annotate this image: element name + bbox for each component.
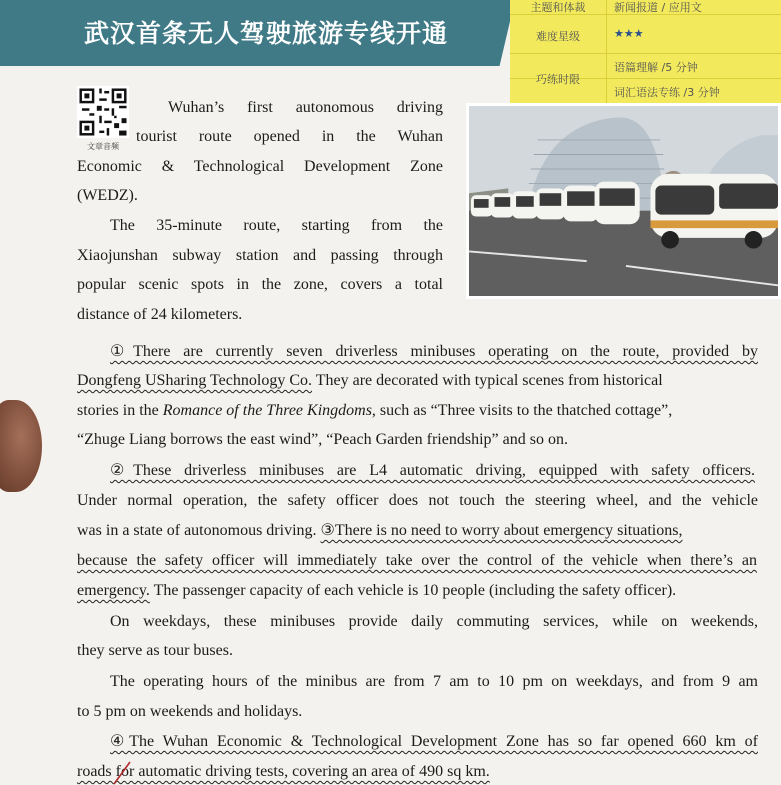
info-box (510, 0, 781, 104)
minibus-photo (466, 103, 781, 299)
article-line (77, 521, 682, 541)
article-line (77, 581, 676, 601)
article-line: tourist route opened in the Wuhan (136, 128, 443, 145)
article-line: The operating hours of the minibus are from 7 am to 10 pm on weekdays, and from 9 am (110, 673, 758, 690)
article-text: They are decorated with typical scenes from historical (312, 372, 663, 389)
info-row-topic (510, 0, 781, 15)
sentence-1-underlined: Dongfeng USharing Technology Co. (77, 372, 312, 389)
pen-mark (108, 760, 138, 785)
article-line: to 5 pm on weekends and holidays. (77, 703, 303, 720)
info-value: 语篇理解 /5 分钟 (614, 61, 698, 74)
info-value: 新闻报道 / 应用文 (614, 1, 702, 14)
difficulty-stars: ★★★ (614, 27, 644, 40)
article-line: “Zhuge Liang borrows the east wind”, “Peach Garden friendship” and so on. (77, 431, 568, 448)
finger-shadow (0, 400, 42, 492)
sentence-4-underlined: ④The Wuhan Economic & Technological Development Zone has so far opened 660 km of (110, 733, 758, 750)
article-line (77, 371, 663, 391)
info-row-timing (510, 54, 781, 86)
book-title: Romance of the Three Kingdoms (162, 402, 372, 419)
article-line: they serve as tour buses. (77, 642, 233, 659)
info-label: 主题和体裁 (530, 1, 586, 14)
sentence-3-underlined: ③There is no need to worry about emergency situations, (320, 522, 683, 539)
article-text: stories in the (77, 402, 163, 419)
sentence-4-underlined: roads for automatic driving tests, covering an area of 490 sq km. (77, 763, 490, 780)
article-line: popular scenic spots in the zone, covers a total (77, 276, 443, 293)
article-line (77, 401, 672, 421)
article-line: Economic & Technological Development Zone (77, 158, 443, 175)
article-line: Xiaojunshan subway station and passing through (77, 247, 443, 264)
info-value: 词汇语法专练 /3 分钟 (614, 86, 720, 99)
info-label: 难度星级 (536, 30, 580, 43)
article-line: distance of 24 kilometers. (77, 306, 243, 323)
article-line: On weekdays, these minibuses provide daily commuting services, while on weekends, (110, 613, 758, 630)
info-row-timing-2 (510, 79, 781, 104)
info-label: 巧练时限 (536, 73, 580, 86)
article-title: 武汉首条无人驾驶旅游专线开通 (84, 19, 449, 48)
sentence-2-underlined: ②These driverless minibuses are L4 automatic driving, equipped with safety officers. (110, 462, 755, 479)
qr-code-icon[interactable] (77, 86, 129, 138)
qr-caption: 文章音频 (87, 142, 119, 151)
article-line: (WEDZ). (77, 187, 138, 204)
article-text: , such as “Three visits to the thatched cottage”, (371, 402, 673, 419)
article-line: Under normal operation, the safety officer does not touch the steering wheel, and the vehicle (77, 492, 758, 509)
sentence-3-underlined: because the safety officer will immediately take over the control of the vehicle when there’s an (77, 552, 757, 569)
article-line: The 35-minute route, starting from the (110, 217, 443, 234)
article-text: The passenger capacity of each vehicle is 10 people (including the safety officer). (149, 582, 677, 599)
sentence-3-underlined: emergency. (77, 582, 150, 599)
info-row-difficulty (510, 15, 781, 54)
sentence-1-underlined: ①There are currently seven driverless minibuses operating on the route, provided by (110, 343, 758, 360)
article-text: was in a state of autonomous driving. (77, 522, 321, 539)
article-line: Wuhan’s first autonomous driving (168, 99, 443, 116)
